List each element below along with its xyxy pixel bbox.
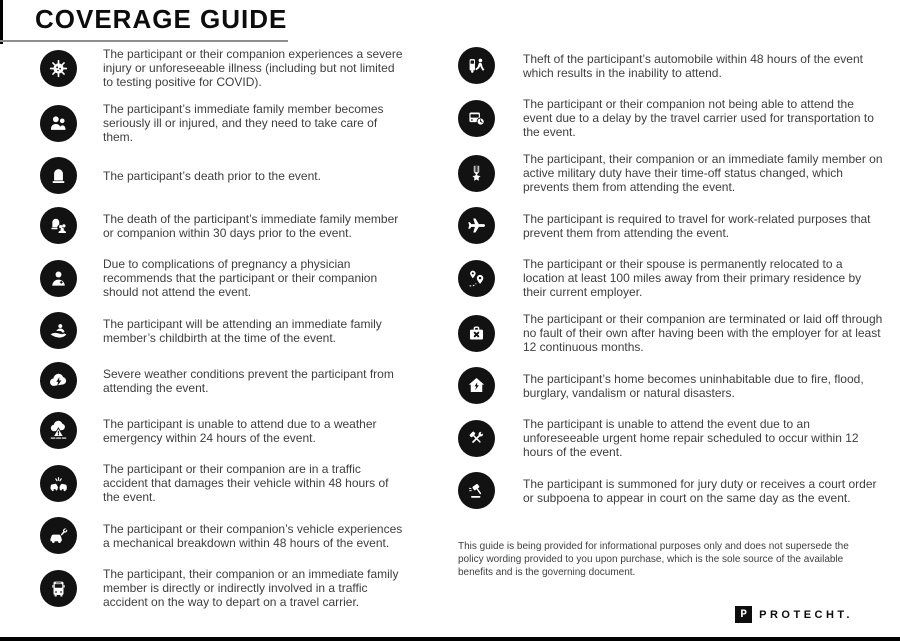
gavel-icon [458, 472, 495, 509]
traffic-accident-icon [40, 465, 77, 502]
coverage-item-carrier-accident [40, 567, 445, 609]
home-disaster-icon [458, 367, 495, 404]
coverage-item-severe-weather [40, 362, 445, 399]
coverage-column-left [40, 47, 445, 622]
family-care-icon [40, 105, 77, 142]
childbirth-icon [40, 312, 77, 349]
coverage-item-illness [40, 47, 445, 89]
coverage-item-auto-theft [458, 47, 896, 84]
coverage-item-relocation [458, 257, 896, 299]
coverage-item-text: The participant is required to travel for work-related purposes that prevent them from attending the event. [523, 211, 871, 240]
physician-icon [40, 260, 77, 297]
coverage-item-carrier-delay [458, 97, 896, 139]
coverage-column-right [458, 47, 896, 623]
coverage-item-text: The participant or their spouse is permanently relocated to a location at least 100 miles away from their primary residence by their current employer. [523, 257, 862, 299]
auto-theft-icon [458, 47, 495, 84]
coverage-item-text: The participant’s death prior to the event. [103, 168, 321, 183]
coverage-item-text: The participant’s immediate family member becomes seriously ill or injured, and they need to take care of them. [103, 102, 384, 144]
coverage-item-jury-duty [458, 472, 896, 509]
coverage-item-text: The participant or their companion are in a traffic accident that damages their vehicle within 48 hours of the event. [103, 462, 389, 504]
coverage-item-layoff [458, 312, 896, 354]
coverage-item-text: Severe weather conditions prevent the participant from attending the event. [103, 366, 394, 395]
protecht-monogram-icon: P [735, 606, 752, 623]
coverage-item-text: The participant is unable to attend due to a weather emergency within 24 hours of the event. [103, 416, 377, 445]
disclaimer-text: This guide is being provided for informational purposes only and does not supersede the policy wording provided to you upon purchase, which is the sole source of the available benefits and is the governing document. [458, 541, 849, 578]
airplane-icon [458, 207, 495, 244]
coverage-item-home-disaster [458, 367, 896, 404]
coverage-item-text: Due to complications of pregnancy a physician recommends that the participant or their companion should not attend the event. [103, 257, 378, 299]
military-medal-icon [458, 155, 495, 192]
brand-logo [458, 606, 896, 623]
coverage-item-text: The participant or their companion not being able to attend the event due to a delay by the travel carrier used for transportation to the event. [523, 97, 874, 139]
virus-icon [40, 50, 77, 87]
coverage-item-text: The participant or their companion are terminated or laid off through no fault of their own after having been with the employer for at least 12 continuous months. [523, 312, 883, 354]
coverage-item-weather-emergency [40, 412, 445, 449]
mechanical-breakdown-icon [40, 517, 77, 554]
tombstone-icon [40, 157, 77, 194]
coverage-item-text: The participant or their companion’s vehicle experiences a mechanical breakdown within 48 hours of the event. [103, 521, 403, 550]
coverage-item-military-duty [458, 152, 896, 194]
coverage-item-text: Theft of the participant’s automobile within 48 hours of the event which results in the inability to attend. [523, 51, 863, 80]
relocation-icon [458, 260, 495, 297]
home-repair-tools-icon [458, 420, 495, 457]
travel-carrier-bus-icon [40, 570, 77, 607]
page-title: COVERAGE GUIDE [35, 4, 288, 34]
storm-cloud-icon [40, 362, 77, 399]
coverage-item-text: The participant, their companion or an immediate family member is directly or indirectly involved in a traffic accident on the way to depart on a travel carrier. [103, 567, 399, 609]
page-edge-strip [0, 0, 3, 44]
coverage-item-traffic-accident [40, 462, 445, 504]
title-divider [0, 40, 288, 42]
coverage-item-family-death [40, 207, 445, 244]
coverage-item-death [40, 157, 445, 194]
coverage-item-text: The participant’s home becomes uninhabitable due to fire, flood, burglary, vandalism or natural disasters. [523, 371, 864, 400]
coverage-item-family-illness [40, 102, 445, 144]
coverage-item-text: The participant is unable to attend the event due to an unforeseeable urgent home repair scheduled to occur within 12 hours of the event. [523, 417, 859, 459]
carrier-delay-icon [458, 100, 495, 137]
layoff-briefcase-icon [458, 315, 495, 352]
coverage-item-text: The participant or their companion experiences a severe injury or unforeseeable illness (including but not limited to testing positive for COVID). [103, 47, 403, 89]
coverage-item-work-travel [458, 207, 896, 244]
memorial-icon [40, 207, 77, 244]
coverage-item-text: The participant will be attending an immediate family member’s childbirth at the time of the event. [103, 316, 382, 345]
coverage-item-home-repair [458, 417, 896, 459]
coverage-item-mechanical-breakdown [40, 517, 445, 554]
coverage-item-pregnancy [40, 257, 445, 299]
weather-emergency-icon [40, 412, 77, 449]
coverage-item-text: The death of the participant’s immediate family member or companion within 30 days prior to the event. [103, 211, 399, 240]
coverage-item-text: The participant is summoned for jury duty or receives a court order or subpoena to appear in court on the same day as the event. [523, 476, 877, 505]
coverage-item-childbirth [40, 312, 445, 349]
protecht-wordmark: PROTECHT. [759, 608, 853, 621]
coverage-item-text: The participant, their companion or an immediate family member on active military duty have their time-off status changed, which prevents them from attending the event. [523, 152, 883, 194]
